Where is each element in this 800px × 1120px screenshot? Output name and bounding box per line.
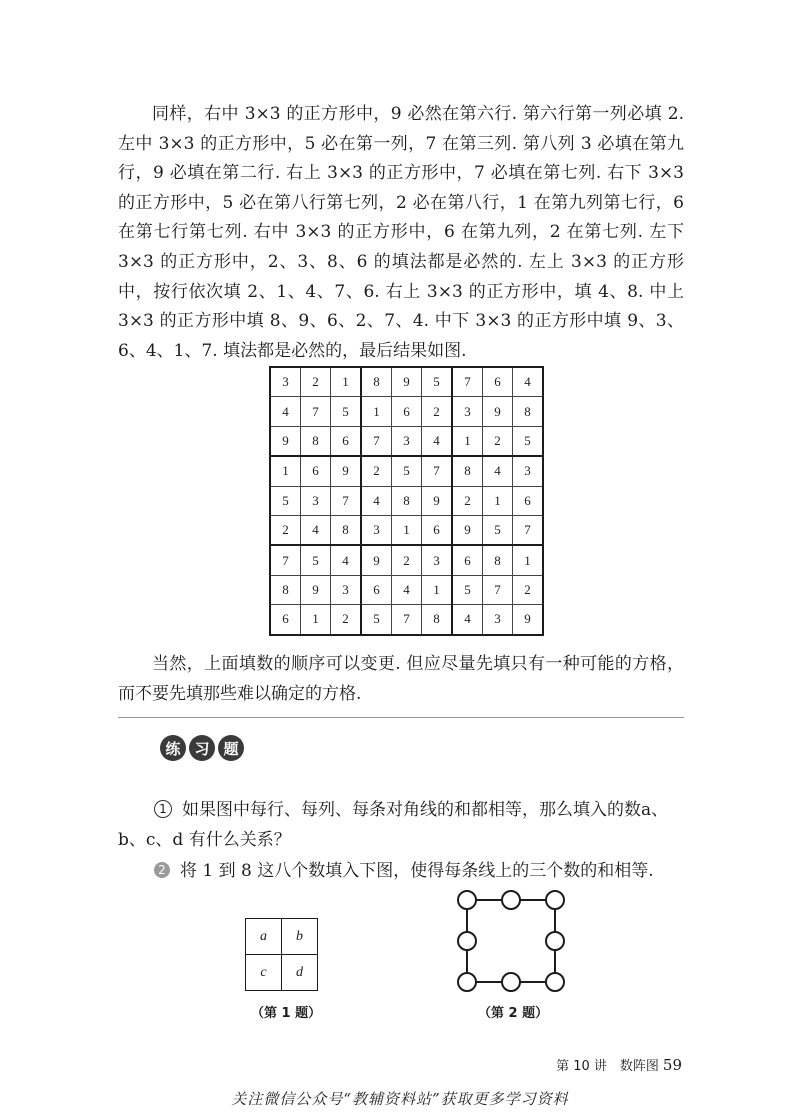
sudoku-cell: 3 — [331, 575, 362, 604]
sudoku-cell: 6 — [422, 515, 453, 545]
sudoku-cell: 9 — [513, 605, 544, 635]
page-number: 59 — [662, 1056, 682, 1074]
grid-cell: b — [282, 919, 318, 955]
sudoku-cell: 9 — [361, 545, 392, 575]
blank-circle — [502, 891, 520, 909]
sudoku-cell: 2 — [483, 426, 513, 456]
grid-cell: a — [246, 919, 282, 955]
sudoku-cell: 1 — [483, 486, 513, 515]
sudoku-row — [270, 367, 543, 397]
sudoku-row — [270, 397, 543, 426]
sudoku-cell: 3 — [301, 486, 331, 515]
sudoku-cell: 1 — [392, 515, 422, 545]
sudoku-cell: 3 — [422, 545, 453, 575]
blank-circle — [458, 973, 476, 991]
square-outline — [467, 900, 555, 982]
title-char-badge: 题 — [218, 735, 244, 761]
sudoku-cell: 3 — [361, 515, 392, 545]
exercise-number: 2 — [154, 862, 170, 878]
sudoku-cell: 9 — [452, 515, 483, 545]
sudoku-cell: 5 — [270, 486, 301, 515]
sudoku-cell: 3 — [483, 605, 513, 635]
sudoku-cell: 5 — [301, 545, 331, 575]
sudoku-cell: 9 — [270, 426, 301, 456]
sudoku-cell: 4 — [513, 367, 544, 397]
sudoku-cell: 5 — [331, 397, 362, 426]
sudoku-row — [270, 515, 543, 545]
sudoku-cell: 4 — [483, 456, 513, 486]
sudoku-cell: 3 — [392, 426, 422, 456]
sudoku-cell: 8 — [452, 456, 483, 486]
blank-circle — [458, 932, 476, 950]
sudoku-cell: 7 — [483, 575, 513, 604]
sudoku-cell: 7 — [392, 605, 422, 635]
sudoku-cell: 5 — [361, 605, 392, 635]
figure-1-grid — [245, 918, 318, 991]
sudoku-cell: 8 — [361, 367, 392, 397]
sudoku-cell: 4 — [331, 545, 362, 575]
exercise-text: 将 1 到 8 这八个数填入下图，使得每条线上的三个数的和相等. — [180, 861, 654, 881]
sudoku-cell: 8 — [270, 575, 301, 604]
exercise-number: 1 — [154, 800, 172, 818]
promo-watermark: 关注微信公众号“教辅资料站”获取更多学习资料 — [231, 1090, 569, 1108]
sudoku-cell: 8 — [331, 515, 362, 545]
sudoku-cell: 2 — [392, 545, 422, 575]
sudoku-cell: 2 — [270, 515, 301, 545]
sudoku-cell: 4 — [452, 605, 483, 635]
sudoku-cell: 5 — [513, 426, 544, 456]
sudoku-cell: 7 — [331, 486, 362, 515]
sudoku-cell: 2 — [513, 575, 544, 604]
sudoku-cell: 5 — [483, 515, 513, 545]
sudoku-row — [270, 545, 543, 575]
blank-circle — [546, 891, 564, 909]
sudoku-cell: 1 — [422, 575, 453, 604]
sudoku-cell: 1 — [331, 367, 362, 397]
sudoku-cell: 7 — [422, 456, 453, 486]
blank-circle — [502, 973, 520, 991]
sudoku-cell: 2 — [361, 456, 392, 486]
figure-2-circle-square — [455, 888, 567, 994]
sudoku-cell: 6 — [483, 367, 513, 397]
sudoku-cell: 6 — [513, 486, 544, 515]
sudoku-row — [270, 605, 543, 635]
sudoku-cell: 1 — [361, 397, 392, 426]
sudoku-cell: 2 — [301, 367, 331, 397]
exercise-text: 如果图中每行、每列、每条对角线的和都相等，那么填入的数a、 — [182, 800, 669, 820]
blank-circle — [546, 932, 564, 950]
sudoku-cell: 9 — [422, 486, 453, 515]
sudoku-cell: 4 — [301, 515, 331, 545]
sudoku-cell: 7 — [301, 397, 331, 426]
blank-circle — [458, 891, 476, 909]
blank-circle — [546, 973, 564, 991]
sudoku-cell: 4 — [392, 575, 422, 604]
sudoku-cell: 4 — [361, 486, 392, 515]
figure-2-caption: （第 2 题） — [478, 1006, 549, 1021]
sudoku-cell: 6 — [392, 397, 422, 426]
sudoku-cell: 2 — [331, 605, 362, 635]
sudoku-cell: 5 — [422, 367, 453, 397]
sudoku-cell: 4 — [422, 426, 453, 456]
sudoku-cell: 2 — [452, 486, 483, 515]
sudoku-cell: 7 — [270, 545, 301, 575]
sudoku-cell: 1 — [270, 456, 301, 486]
sudoku-row — [270, 426, 543, 456]
sudoku-cell: 9 — [331, 456, 362, 486]
sudoku-cell: 3 — [513, 456, 544, 486]
sudoku-cell: 6 — [270, 605, 301, 635]
sudoku-row — [270, 486, 543, 515]
sudoku-cell: 5 — [392, 456, 422, 486]
sudoku-cell: 9 — [392, 367, 422, 397]
sudoku-cell: 9 — [483, 397, 513, 426]
sudoku-cell: 8 — [513, 397, 544, 426]
exercise-text-cont: b、c、d 有什么关系？ — [118, 830, 291, 850]
note-paragraph: 当然，上面填数的顺序可以变更. 但应尽量先填只有一种可能的方格，而不要先填那些难以确定的方格. — [118, 654, 684, 704]
sudoku-cell: 7 — [513, 515, 544, 545]
grid-cell: d — [282, 955, 318, 991]
sudoku-cell: 1 — [513, 545, 544, 575]
sudoku-cell: 6 — [331, 426, 362, 456]
sudoku-grid — [269, 366, 544, 636]
sudoku-cell: 6 — [361, 575, 392, 604]
sudoku-cell: 8 — [392, 486, 422, 515]
sudoku-cell: 7 — [452, 367, 483, 397]
title-char-badge: 练 — [160, 735, 186, 761]
sudoku-cell: 8 — [301, 426, 331, 456]
sudoku-row — [270, 456, 543, 486]
sudoku-cell: 7 — [361, 426, 392, 456]
section-divider — [118, 717, 684, 718]
exercise-section-title — [160, 735, 244, 761]
sudoku-cell: 3 — [452, 397, 483, 426]
exercise-2 — [118, 856, 684, 886]
sudoku-cell: 8 — [483, 545, 513, 575]
title-char-badge: 习 — [189, 735, 215, 761]
sudoku-cell: 1 — [301, 605, 331, 635]
sudoku-row — [270, 575, 543, 604]
sudoku-cell: 9 — [301, 575, 331, 604]
chapter-label: 第 10 讲 数阵图 — [556, 1059, 659, 1074]
exercise-1 — [118, 795, 684, 855]
sudoku-cell: 6 — [452, 545, 483, 575]
sudoku-cell: 5 — [452, 575, 483, 604]
figure-1-caption: （第 1 题） — [251, 1006, 322, 1021]
grid-cell: c — [246, 955, 282, 991]
sudoku-cell: 3 — [270, 367, 301, 397]
sudoku-cell: 1 — [452, 426, 483, 456]
sudoku-cell: 2 — [422, 397, 453, 426]
sudoku-cell: 6 — [301, 456, 331, 486]
solution-paragraph: 同样，右中 3×3 的正方形中，9 必然在第六行. 第六行第一列必填 2. 左中 3×3 的正方形中，5 必在第一列，7 在第三列. 第八列 3 必填在第九行，9 必填在第二行. 右上 3×3 的正方形中，7 必填在第七列. 右下 3×3 的正方形中，5 必在第八行第七列，2 必在第八行，1 在第九列第七行，6 在第七行第七列. 右中 3×3 的正方形中，6 在第九列，2 在第七列. 左下 3×3 的正方形中，2、3、8、6 的填法都是必然的. 左上 3×3 的正方形中，按行依次填 2、1、4、7、6. 右上 3×3 的正方形中，填 4、8. 中上3×3 的正方形中填 8、9、6、2、7、4. 中下 3×3 的正方形中填 9、3、6、4、1、7. 填法都是必然的，最后结果如图. — [118, 104, 684, 361]
page-footer — [556, 1055, 682, 1074]
sudoku-cell: 8 — [422, 605, 453, 635]
sudoku-cell: 4 — [270, 397, 301, 426]
